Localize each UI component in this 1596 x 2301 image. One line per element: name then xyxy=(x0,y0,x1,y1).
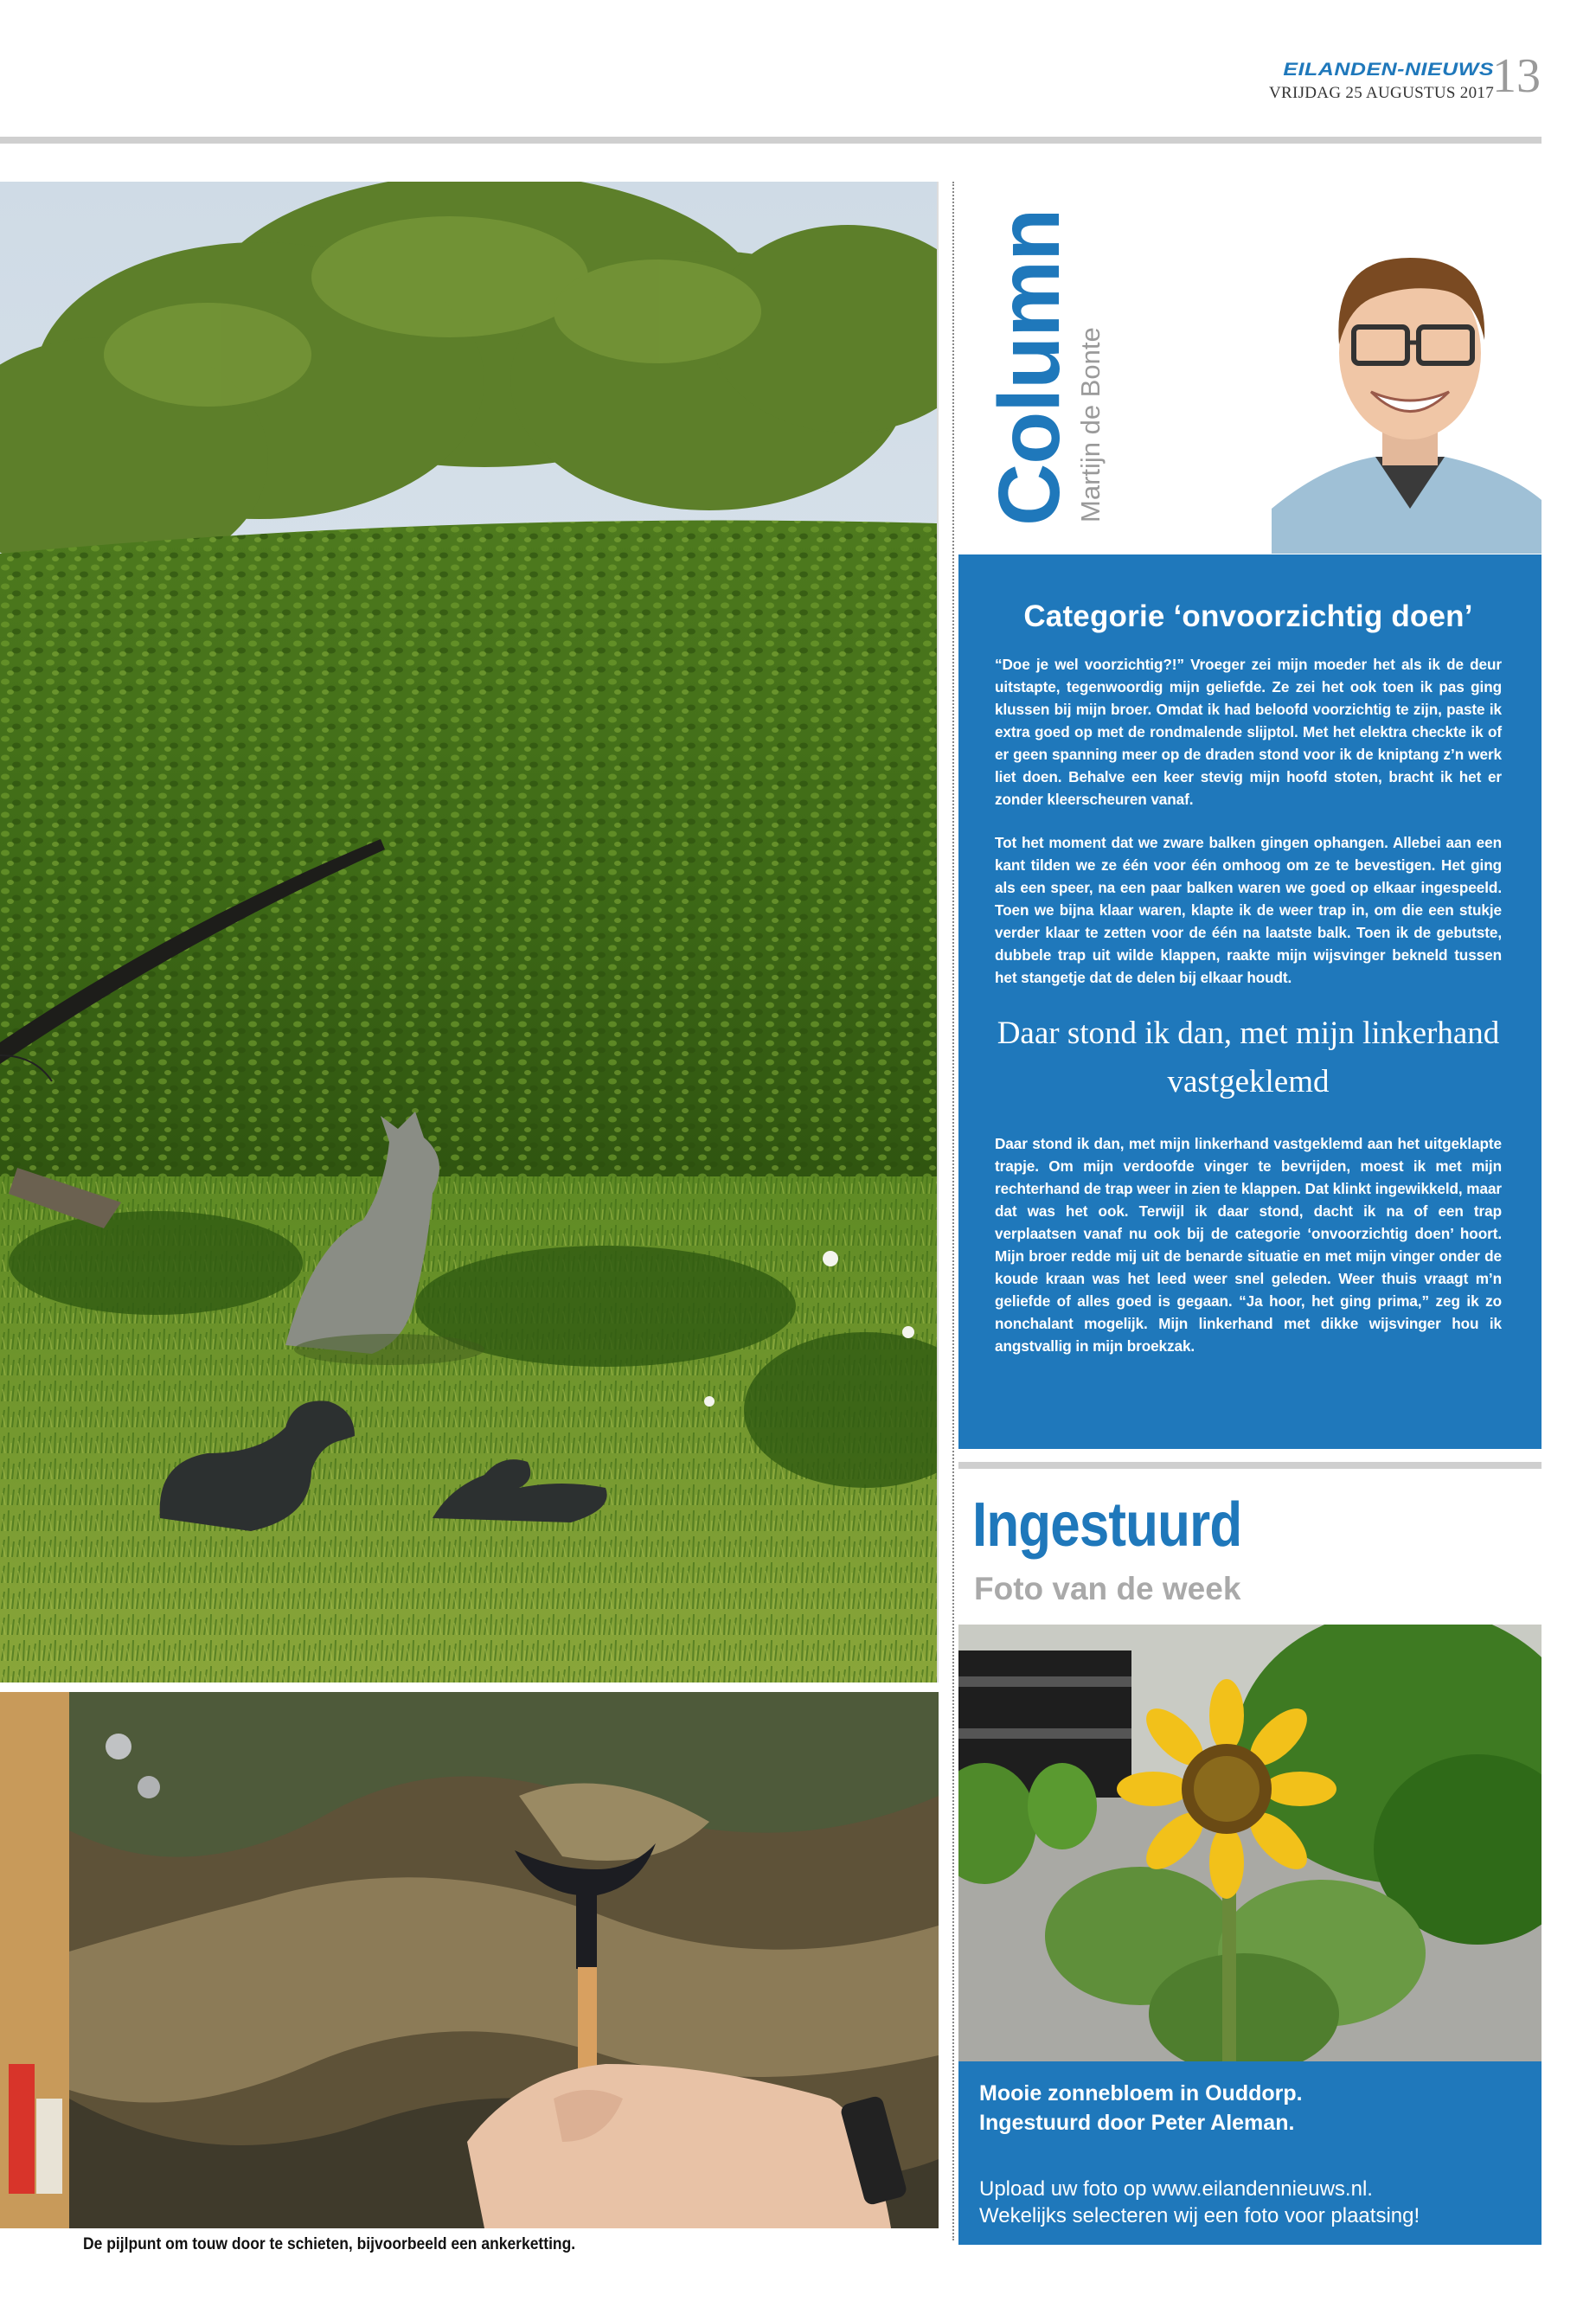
section-subtitle: Foto van de week xyxy=(974,1571,1241,1606)
article-paragraph: Tot het moment dat we zware balken gingen ophangen. Allebei aan een kant tilden we ze één voor één omhoog om ze te bevestigen. Het ging als een speer, na een paar balken waren we goed op elkaar ingespeeld. Toen we bijna klaar waren, klapte ik de weer trap in, om die een stukje verder klaar te zetten voor de één na laatste balk. Toen ik de gebutste, dubbele trap uit wilde klappen, raakte mijn wijsvinger bekneld tussen het stangetje dat de delen bij elkaar houdt. xyxy=(995,834,1502,986)
publication-logo: EILANDEN-NIEUWS xyxy=(1283,59,1494,80)
article-title: Categorie ‘onvoorzichtig doen’ xyxy=(1023,599,1473,633)
page-number: 13 xyxy=(1492,49,1541,103)
upload-instructions: Upload uw foto op www.eilandennieuws.nl. xyxy=(979,2177,1373,2201)
arrowhead-photo xyxy=(0,1692,939,2228)
column-label: Column xyxy=(981,208,1078,526)
section-divider xyxy=(958,1462,1542,1469)
issue-date: VRIJDAG 25 AUGUSTUS 2017 xyxy=(1268,84,1494,102)
upload-instructions-2: Wekelijks selecteren wij een foto voor plaatsing! xyxy=(979,2204,1420,2227)
article-paragraph: “Doe je wel voorzichtig?!” Vroeger zei mijn moeder het als ik de deur uitstapte, tegenwoordig mijn geliefde. Ze zei het ook toen ik pas ging klussen bij mijn broer. Omdat ik had beloofd voorzichtig te zijn, paste ik extra goed op met de rondmalende slijptol. Met het elektra checkte ik of er geen spanning meer op de draden stond voor ik de kniptang z’n werk liet doen. Behalve een keer stevig mijn hoofd stoten, bracht ik het er zonder kleerscheuren vanaf. xyxy=(995,656,1502,808)
author-portrait xyxy=(1272,223,1542,554)
caption-line: Mooie zonnebloem in Ouddorp. xyxy=(979,2081,1303,2106)
caption-credit: Ingestuurd door Peter Aleman. xyxy=(979,2111,1295,2135)
garden-archery-photo xyxy=(0,182,939,1682)
header-divider xyxy=(0,137,1542,144)
article-paragraph: Daar stond ik dan, met mijn linkerhand vastgeklemd aan het uitgeklapte trapje. Om mijn verdoofde vinger te bevrijden, moest ik met mijn rechterhand de trap weer in zien te klappen. Dat klinkt ingewikkeld, maar dat was het ook. Terwijl ik daar stond, dacht ik na of een trap verplaatsen vanaf nu ook bij de categorie ‘onvoorzichtig doen’ hoort. Mijn broer redde mij uit de benarde situatie en met mijn vinger onder de koude kraan was het leed weer snel geleden. Weer thuis vraagt m’n geliefde of alles goed is gegaan. “Ja hoor, het ging prima,” zeg ik zo nonchalant mogelijk. Mijn linkerhand met dikke wijsvinger hou ik angstvallig in mijn broekzak. xyxy=(995,1135,1502,1355)
column-separator xyxy=(952,182,954,2240)
photo-week-caption xyxy=(958,2061,1542,2245)
section-title: Ingestuurd xyxy=(972,1490,1242,1560)
column-author: Martijn de Bonte xyxy=(1075,327,1106,522)
sunflower-photo xyxy=(958,1625,1542,2061)
arrowhead-photo-caption: De pijlpunt om touw door te schieten, bijvoorbeeld een ankerketting. xyxy=(83,2235,576,2253)
masthead xyxy=(1269,57,1494,103)
pull-quote: Daar stond ik dan, met mijn linkerhand vastgeklemd xyxy=(997,1016,1500,1099)
column-article xyxy=(958,554,1542,1449)
